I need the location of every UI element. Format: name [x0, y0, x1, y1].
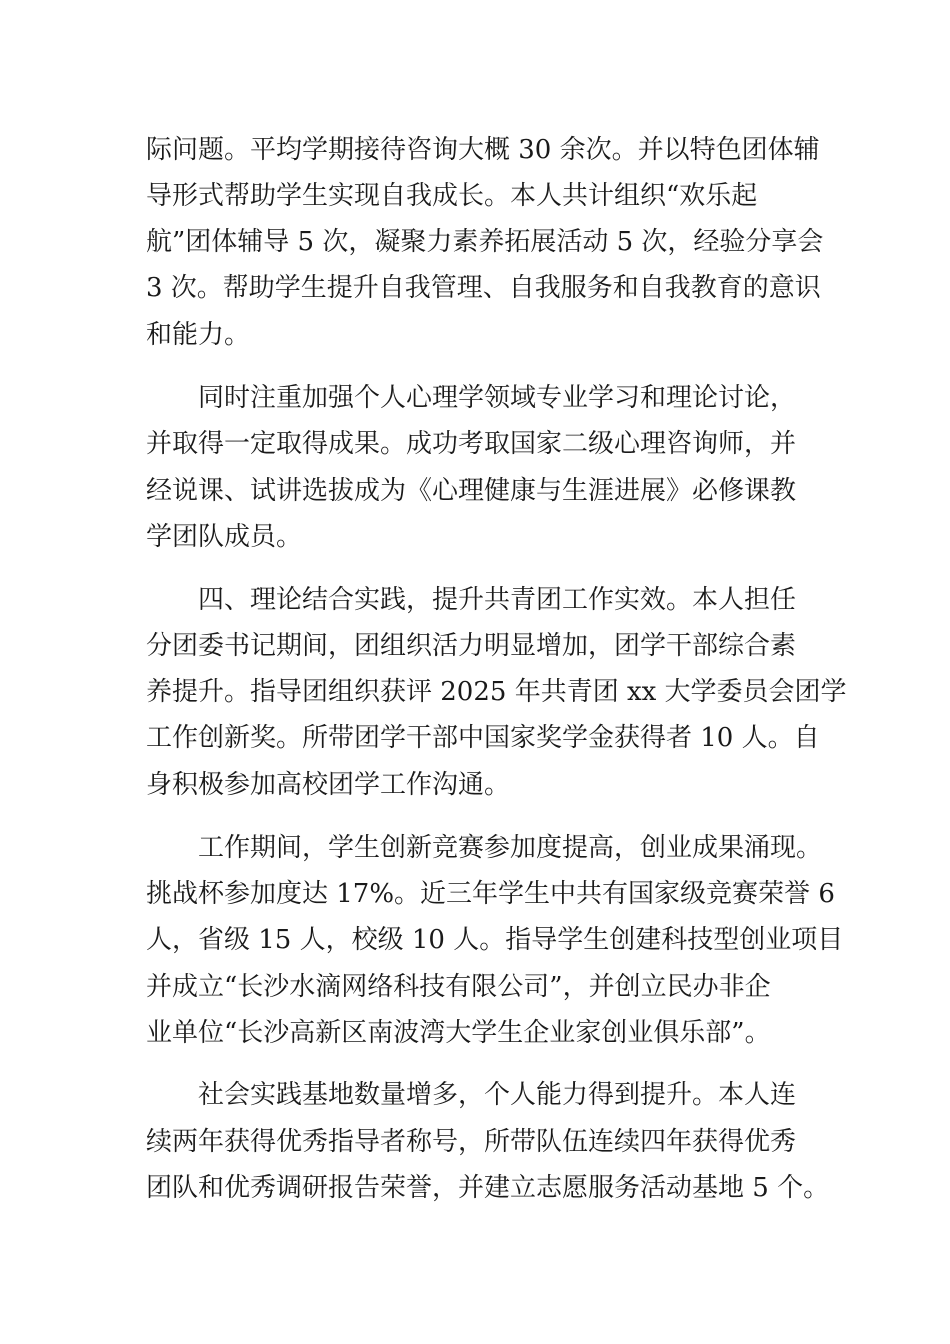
paragraph-start-line: 同时注重加强个人心理学领域专业学习和理论讨论， — [198, 383, 797, 413]
text-line: 业单位“长沙高新区南波湾大学生企业家创业俱乐部”。 — [146, 1018, 771, 1048]
paragraph-start-line: 工作期间，学生创新竞赛参加度提高，创业成果涌现。 — [198, 833, 823, 863]
text-line: 导形式帮助学生实现自我成长。本人共计组织“欢乐起 — [146, 181, 758, 211]
text-line: 工作创新奖。所带团学干部中国家奖学金获得者 10 人。自 — [146, 723, 820, 753]
text-line: 人，省级 15 人，校级 10 人。指导学生创建科技型创业项目 — [146, 925, 844, 955]
text-line: 身积极参加高校团学工作沟通。 — [146, 770, 511, 800]
text-line: 经说课、试讲选拔成为《心理健康与生涯进展》必修课教 — [146, 476, 797, 506]
text-line: 3 次。帮助学生提升自我管理、自我服务和自我教育的意识 — [146, 273, 821, 303]
text-line: 和能力。 — [146, 320, 251, 350]
text-line: 续两年获得优秀指导者称号，所带队伍连续四年获得优秀 — [146, 1127, 797, 1157]
text-line: 航”团体辅导 5 次，凝聚力素养拓展活动 5 次，经验分享会 — [146, 227, 824, 257]
paragraph-start-line: 社会实践基地数量增多，个人能力得到提升。本人连 — [198, 1080, 797, 1110]
text-line: 挑战杯参加度达 17%。近三年学生中共有国家级竞赛荣誉 6 — [146, 879, 835, 909]
text-line: 并取得一定取得成果。成功考取国家二级心理咨询师，并 — [146, 429, 797, 459]
text-line: 团队和优秀调研报告荣誉，并建立志愿服务活动基地 5 个。 — [146, 1173, 830, 1203]
text-line: 学团队成员。 — [146, 522, 303, 552]
text-line: 养提升。指导团组织获评 2025 年共青团 xx 大学委员会团学 — [146, 677, 847, 707]
section-heading-line: 四、理论结合实践，提升共青团工作实效。本人担任 — [198, 585, 797, 615]
text-line: 并成立“长沙水滴网络科技有限公司”，并创立民办非企 — [146, 972, 771, 1002]
text-line: 际问题。平均学期接待咨询大概 30 余次。并以特色团体辅 — [146, 135, 820, 165]
text-line: 分团委书记期间，团组织活力明显增加，团学干部综合素 — [146, 631, 797, 661]
